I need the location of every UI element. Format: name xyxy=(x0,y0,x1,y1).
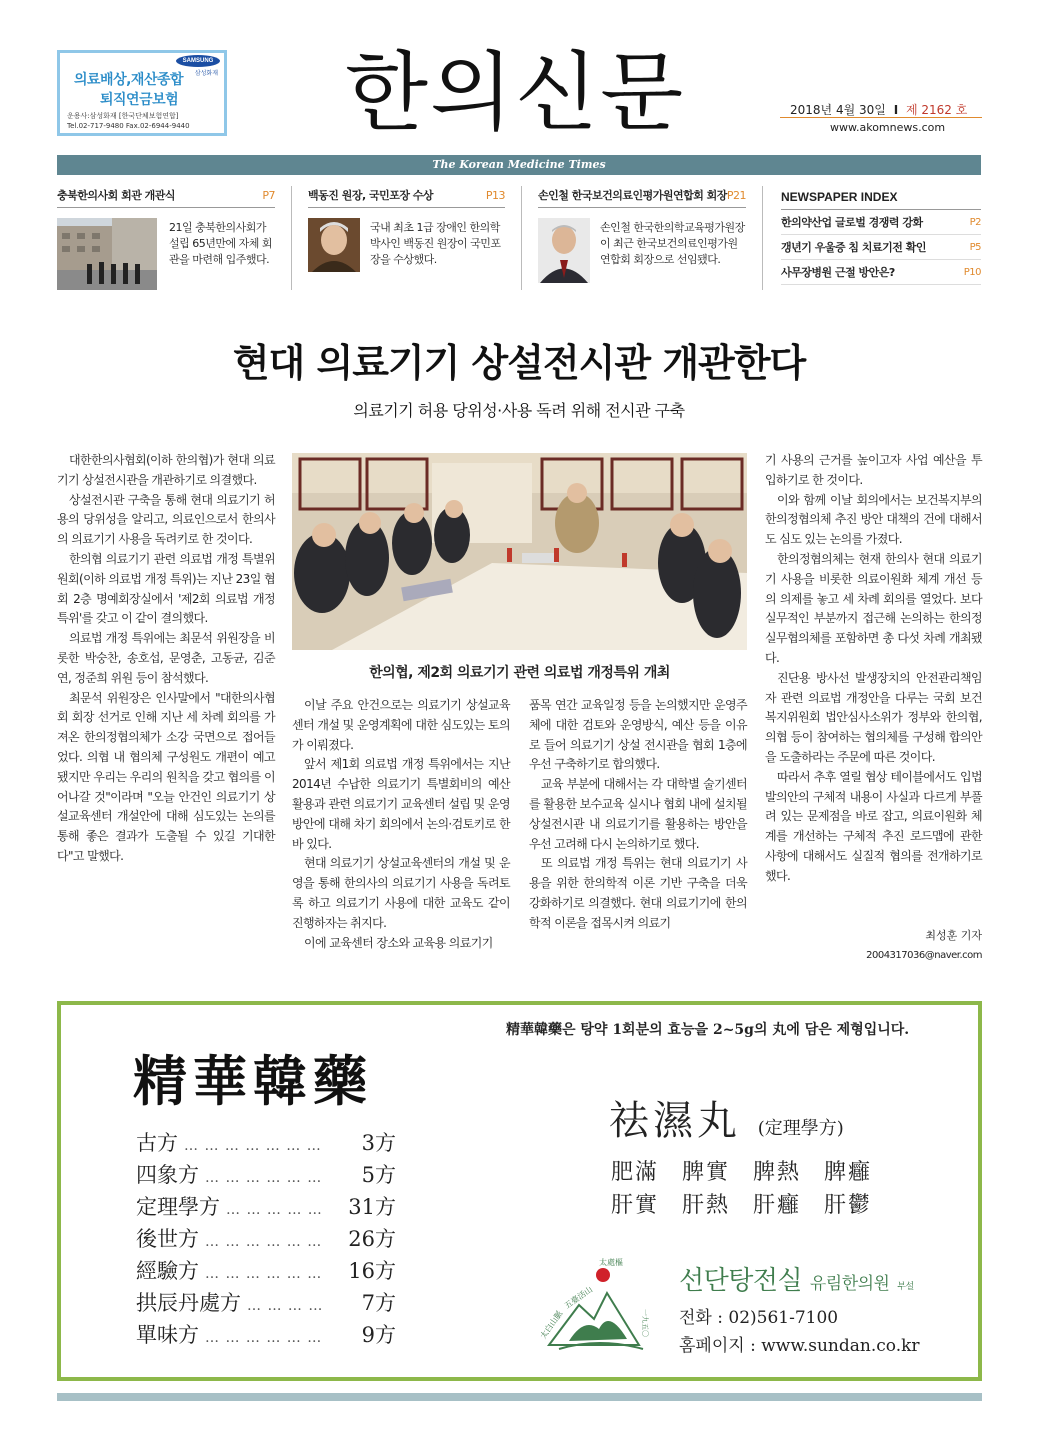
article-email[interactable]: 2004317036@naver.com xyxy=(866,950,982,961)
article-byline: 최성훈 기자 xyxy=(925,929,982,942)
teaser-title xyxy=(308,184,505,208)
teaser-photo-portrait xyxy=(308,218,360,272)
leader-dots: … … … … … … xyxy=(205,1330,323,1346)
issue-info xyxy=(790,101,967,118)
article-paragraph: 또 의료법 개정 특위는 현대 의료기기 사용을 위한 한의학적 이론 기반 구축을 더욱 강화하기로 의결했다. 현대 의료기기에 한의학적 이론을 접목시켜 의료기 xyxy=(529,856,747,930)
article-paragraph: 한의정협의체는 현재 한의사 현대 의료기기 사용을 비롯한 의료이원화 체계 개선 등의 의제를 놓고 세 차례 회의를 열었다. 보다 실무적인 부분까지 접근해 논의하는 한의정 실무협의체를 포함하면 총 다섯 차례 개최됐다. xyxy=(765,551,982,665)
article-column-4 xyxy=(765,451,982,887)
leader-dots: … … … … … … … xyxy=(184,1138,322,1154)
divider xyxy=(291,186,292,290)
top-insurance-ad[interactable] xyxy=(57,50,227,136)
prescription-row xyxy=(136,1287,396,1319)
pill-sub: (定理學方) xyxy=(757,1118,844,1139)
article-paragraph: 따라서 추후 열릴 협상 테이블에서도 입법발의안의 구체적 내용이 사실과 다르게 부풀려 있는 문제점을 바로 잡고, 의료이원화 체계를 개선하는 구체적 추진 로드맵에 관한 사항에 대해서도 실질적 협의를 전개하기로 했다. xyxy=(765,769,982,883)
clinic-name-text: 선단탕전실 xyxy=(679,1266,803,1296)
ad-tagline: 精華韓藥은 탕약 1회분의 효능을 2~5g의 丸에 담은 제형입니다. xyxy=(506,1022,910,1038)
prescription-name: 拱辰丹處方 xyxy=(136,1291,241,1315)
leader-dots: … … … … … … xyxy=(205,1170,323,1186)
leader-dots: … … … … … xyxy=(226,1202,323,1218)
prescription-name: 後世方 xyxy=(136,1227,199,1251)
teaser-text: 국내 최초 1급 장애인 한의학박사인 백동진 원장이 국민포장을 수상했다. xyxy=(370,221,501,266)
index-title: NEWSPAPER INDEX xyxy=(781,184,981,210)
index-item[interactable] xyxy=(781,235,981,260)
article-paragraph: 기 사용의 근거를 높이고자 사업 예산을 투입하기로 한 것이다. xyxy=(765,453,982,487)
prescription-count: 7方 xyxy=(361,1291,396,1315)
leader-dots: … … … … … … xyxy=(205,1234,323,1250)
article-paragraph: 앞서 제1회 의료법 개정 특위에서는 지난 2014년 수납한 의료기기 특별회비의 예산 활용과 관련 의료기기 교육센터 설립 및 운영방안에 대해 차기 회의에서 논의·검토키로 한 바 있다. xyxy=(292,757,510,851)
clinic-attached: 부설 xyxy=(897,1282,914,1292)
prescription-name: 定理學方 xyxy=(136,1195,220,1219)
prescription-row xyxy=(136,1191,396,1223)
article-column-1 xyxy=(57,451,275,867)
clinic-sub: 유림한의원 xyxy=(809,1274,890,1294)
article-column-3 xyxy=(529,696,747,934)
emblem-text-mid: 五臺活山 xyxy=(562,1284,595,1311)
teaser-text: 손인철 한국한의학교육평가원장이 최근 한국보건의료인평가원연합회 회장으로 선임됐다. xyxy=(600,221,745,266)
sponsor-sub: 삼성화재 xyxy=(194,70,218,77)
issue-sep: I xyxy=(893,103,899,117)
teaser-page: P13 xyxy=(485,189,505,202)
clinic-homepage[interactable]: 홈페이지 : www.sundan.co.kr xyxy=(679,1336,920,1356)
prescription-count: 9方 xyxy=(361,1323,396,1347)
divider xyxy=(762,186,763,290)
ingredients-row-2: 肝實 肝熱 肝癰 肝鬱 xyxy=(611,1193,872,1218)
samsung-logo: SAMSUNG xyxy=(176,55,220,67)
site-url[interactable]: www.akomnews.com xyxy=(830,121,946,134)
masthead-bar: The Korean Medicine Times xyxy=(57,155,981,175)
ad-brand: 精華韓藥 xyxy=(133,1049,373,1113)
teaser-3[interactable] xyxy=(538,184,746,290)
article-paragraph: 교육 부분에 대해서는 각 대학별 술기센터를 활용한 보수교육 실시나 협회 내에 설치될 상설전시관 내 의료기기를 활용하는 방안을 우선 고려해 다시 논의하기로 했다. xyxy=(529,777,747,851)
index-item-page: P10 xyxy=(963,267,981,278)
prescription-name: 經驗方 xyxy=(136,1259,199,1283)
prescription-name: 四象方 xyxy=(136,1163,199,1187)
prescription-row xyxy=(136,1319,396,1351)
index-item-label: 사무장병원 근절 방안은? xyxy=(781,266,895,279)
prescription-row xyxy=(136,1223,396,1255)
prescription-list xyxy=(136,1127,396,1351)
teaser-title xyxy=(57,184,275,208)
article-paragraph: 진단용 방사선 발생장치의 안전관리책임자 관련 의료법 개정안을 다루는 국회 보건복지위원회 법안심사소위가 정부와 한의협, 의협 등이 참여하는 협의체를 구성해 합의안을 도출하라는 주문에 따른 것이다. xyxy=(765,670,982,764)
article-paragraph: 의료법 개정 특위에는 최문석 위원장을 비롯한 박숭찬, 송호섭, 문영춘, 고동균, 김준연, 정준희 위원 등이 참석했다. xyxy=(57,631,275,685)
footer-bar xyxy=(57,1393,982,1401)
ingredients-row-1: 肥滿 脾實 脾熱 脾癰 xyxy=(611,1160,872,1185)
article-column-2 xyxy=(292,696,510,953)
prescription-count: 31方 xyxy=(348,1195,396,1219)
pill-name xyxy=(609,1089,844,1146)
article-paragraph: 한의협 의료기기 관련 의료법 개정 특별위원회(이하 의료법 개정 특위)는 지난 23일 협회 2층 명예회장실에서 '제2회 의료법 개정 특위'를 갖고 이 같이 결의했다. xyxy=(57,551,275,626)
ad-line-2: 퇴직연금보험 xyxy=(100,92,179,108)
article-headline: 현대 의료기기 상설전시관 개관한다 xyxy=(232,341,806,385)
prescription-row xyxy=(136,1159,396,1191)
teaser-photo-portrait xyxy=(538,218,590,283)
ad-line-1: 의료배상,재산종합 xyxy=(74,72,184,88)
index-item-page: P5 xyxy=(969,242,981,253)
clinic-name xyxy=(679,1260,914,1297)
teaser-photo-building xyxy=(57,218,157,290)
pill-name-text: 祛濕丸 xyxy=(609,1098,741,1144)
article-paragraph: 이와 함께 이날 회의에서는 보건복지부의 한의정협의체 추진 방안 대책의 건에 대해서도 심도 있는 논의를 가졌다. xyxy=(765,492,982,547)
clinic-phone[interactable]: 전화 : 02)561-7100 xyxy=(679,1308,839,1328)
ad-line-4: Tel.02-717-9480 Fax.02-6944-9440 xyxy=(67,122,190,130)
leader-dots: … … … … xyxy=(247,1298,324,1314)
prescription-name: 單味方 xyxy=(136,1323,199,1347)
teaser-title-text: 백동진 원장, 국민포장 수상 xyxy=(308,189,434,202)
article-paragraph: 상설전시관 구축을 통해 현대 의료기기 허용의 당위성을 알리고, 의료인으로서 한의사의 의료기기 사용을 독려키로 한 것이다. xyxy=(57,492,275,547)
article-subheadline: 의료기기 허용 당위성·사용 독려 위해 전시관 구축 xyxy=(353,401,685,420)
teaser-title-text: 충북한의사회 회관 개관식 xyxy=(57,189,176,202)
photo-caption: 한의협, 제2회 의료기기 관련 의료법 개정특위 개최 xyxy=(369,665,670,681)
teaser-1[interactable] xyxy=(57,184,275,290)
article-paragraph: 이에 교육센터 장소와 교육용 의료기기 xyxy=(304,935,493,950)
mountain-emblem-icon xyxy=(539,1257,659,1357)
article-paragraph: 품목 연간 교육일정 등을 논의했지만 운영주체에 대한 검토와 운영방식, 예산 등을 이유로 들어 의료기기 상설 전시관을 협회 1층에 우선 구축하기로 합의했다. xyxy=(529,698,747,772)
teaser-page: P7 xyxy=(262,189,275,202)
prescription-row xyxy=(136,1255,396,1287)
article-paragraph: 현대 의료기기 상설교육센터의 개설 및 운영을 통해 한의사의 의료기기 사용을 독려토록 하고 의료기기 사용에 대한 교육도 같이 진행하자는 취지다. xyxy=(292,856,510,930)
masthead-title: 한의신문 xyxy=(344,43,686,143)
ad-line-3: 운용사:삼성화재 [한국단체보험연합] xyxy=(67,112,179,120)
teaser-text: 21일 충북한의사회가 설립 65년만에 자체 회관을 마련해 입주했다. xyxy=(169,221,272,266)
prescription-count: 3方 xyxy=(361,1131,396,1155)
prescription-name: 古方 xyxy=(136,1131,178,1155)
index-item-label: 한의약산업 글로벌 경쟁력 강화 xyxy=(781,216,923,229)
prescription-count: 16方 xyxy=(348,1259,396,1283)
index-item[interactable] xyxy=(781,260,981,285)
index-item[interactable] xyxy=(781,210,981,235)
emblem-text-right: 一九五〇 xyxy=(641,1309,649,1337)
newspaper-index xyxy=(781,184,981,285)
article-paragraph: 대한한의사협회(이하 한의협)가 현대 의료기기 상설전시관을 개관하기로 의결했다. xyxy=(57,453,275,487)
bottom-herbal-ad[interactable] xyxy=(57,1001,982,1381)
index-item-page: P2 xyxy=(969,217,981,228)
teaser-2[interactable] xyxy=(308,184,505,290)
article-photo-meeting xyxy=(292,453,747,650)
divider xyxy=(521,186,522,290)
prescription-row xyxy=(136,1127,396,1159)
prescription-count: 26方 xyxy=(348,1227,396,1251)
emblem-text-left: 太白山脈 xyxy=(539,1309,565,1341)
emblem-text-top: 太處樞 xyxy=(599,1258,623,1267)
teaser-title xyxy=(538,184,746,208)
issue-underline xyxy=(780,117,982,118)
teaser-title-text: 손인철 한국보건의료인평가원연합회 회장 xyxy=(538,189,727,202)
article-paragraph: 최문석 위원장은 인사말에서 "대한의사협회 회장 선거로 인해 지난 세 차례 회의를 가져온 한의정협의체가 소강 국면으로 접어들었다. 의협 내 협의체 구성원도 개편이 예고됐지만 우리는 우리의 원칙을 갖고 협의를 이어나갈 것"이라며 "오늘 안건인 의료기기 상설교육센터 개설안에 대해 심도있는 논의를 통해 좋은 결과가 도출될 수 있길 기대한다"고 말했다. xyxy=(57,690,275,863)
article-paragraph: 이날 주요 안건으로는 의료기기 상설교육센터 개설 및 운영계획에 대한 심도있는 토의가 이뤄졌다. xyxy=(292,698,510,752)
issue-number: 제 2162 호 xyxy=(905,103,968,117)
index-item-label: 갱년기 우울증 침 치료기전 확인 xyxy=(781,241,926,254)
issue-date: 2018년 4월 30일 xyxy=(790,103,886,117)
teaser-page: P21 xyxy=(726,189,746,202)
leader-dots: … … … … … … xyxy=(205,1266,323,1282)
prescription-count: 5方 xyxy=(361,1163,396,1187)
